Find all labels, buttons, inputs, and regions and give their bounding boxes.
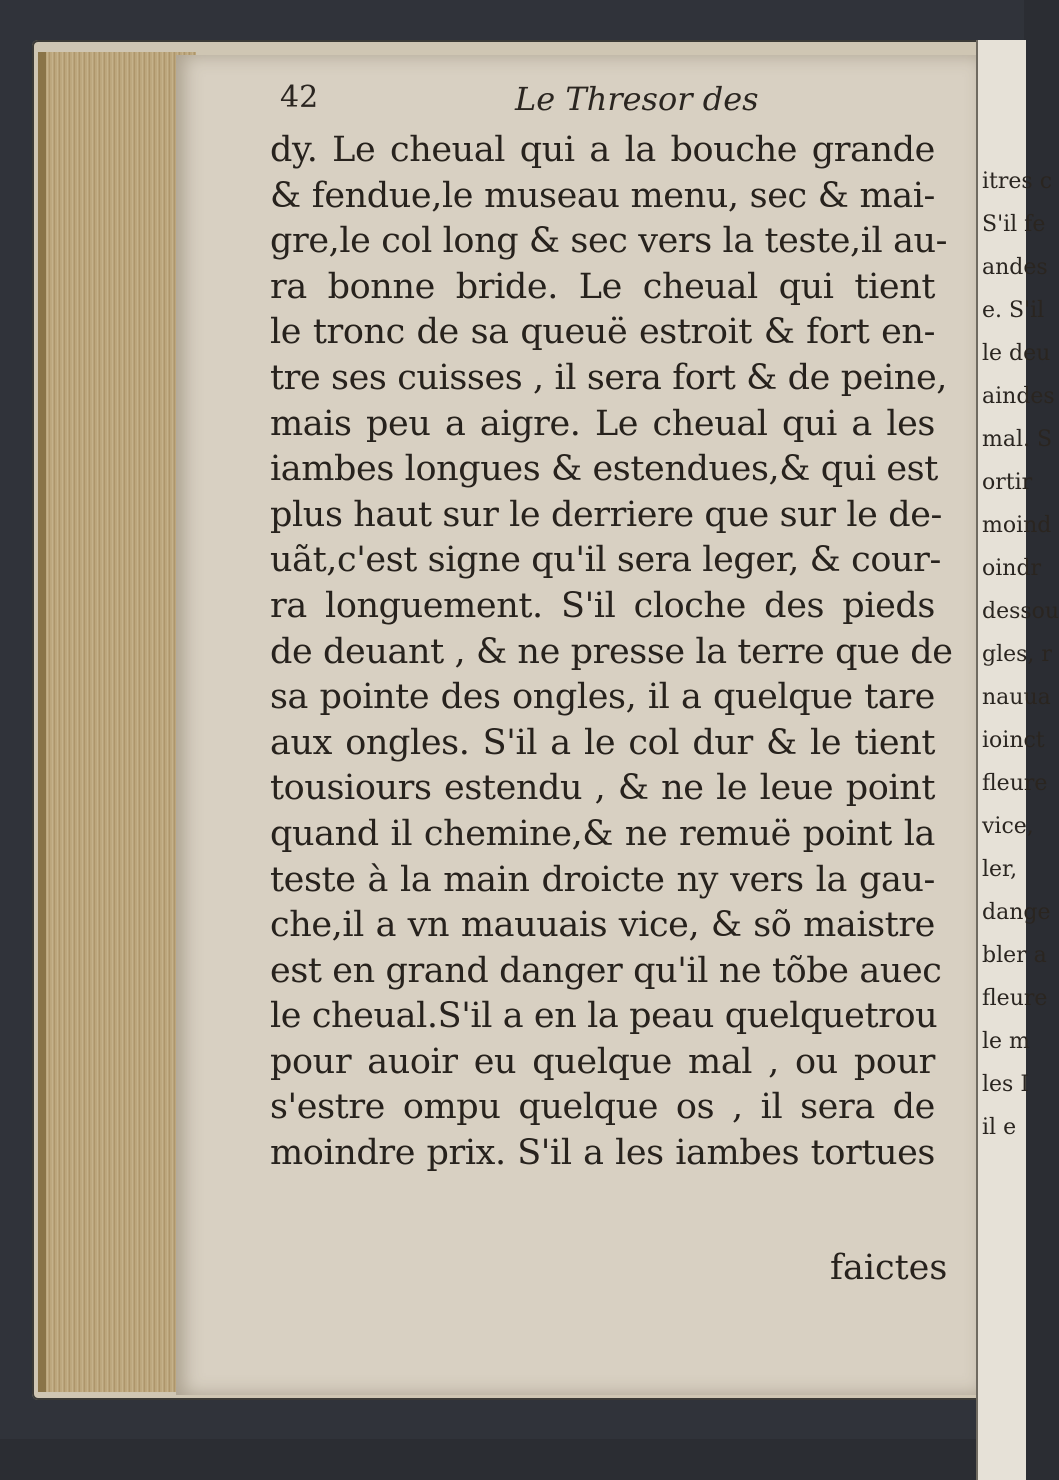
text-line: dy. Le cheual qui a la bouche grande xyxy=(270,130,935,170)
text-line: che,il a vn mauuais vice, & sõ maistre xyxy=(270,905,935,946)
adjacent-page-line: ler, xyxy=(982,857,1018,882)
adjacent-page-line: andes xyxy=(982,255,1048,280)
adjacent-page-line: moind xyxy=(982,513,1052,538)
running-head xyxy=(280,80,840,120)
body-text xyxy=(270,128,953,1177)
text-line: ra bonne bride. Le cheual qui tient xyxy=(270,266,935,307)
adjacent-page-line: gles, r xyxy=(982,642,1052,667)
text-line: moindre prix. S'il a les iambes tortues xyxy=(270,1133,935,1174)
adjacent-page-line: ortir xyxy=(982,470,1033,495)
text-line: s'estre ompu quelque os , il sera de xyxy=(270,1087,935,1128)
text-line: teste à la main droicte ny vers la gau- xyxy=(270,859,935,900)
adjacent-page-line: fleure xyxy=(982,986,1048,1011)
adjacent-page-line: dessou xyxy=(982,599,1059,624)
text-line: ra longuement. S'il cloche des pieds xyxy=(270,585,935,626)
catchword: faictes xyxy=(830,1248,948,1288)
adjacent-page-line: vice, xyxy=(982,814,1034,839)
text-line: le cheual.S'il a en la peau quelquetrou xyxy=(270,996,938,1037)
text-line: & fendue,le museau menu, sec & mai- xyxy=(270,175,935,216)
adjacent-page-line: le deu xyxy=(982,341,1051,366)
page-edges xyxy=(38,52,196,1392)
adjacent-page-line: oindr xyxy=(982,556,1042,581)
text-line: quand il chemine,& ne remuë point la xyxy=(270,813,935,854)
page-number: 42 xyxy=(280,80,319,115)
text-line: est en grand danger qu'il ne tõbe auec xyxy=(270,950,942,991)
running-title: Le Thresor des xyxy=(515,80,759,118)
text-line: iambes longues & estendues,& qui est xyxy=(270,449,938,490)
text-line: plus haut sur le derriere que sur le de- xyxy=(270,494,942,535)
adjacent-page-line: il e xyxy=(982,1115,1017,1140)
adjacent-page-line: fleure xyxy=(982,771,1048,796)
adjacent-page-line: mal. S xyxy=(982,427,1053,452)
text-line: tre ses cuisses , il sera fort & de peine, xyxy=(270,357,947,398)
adjacent-page-line: dange xyxy=(982,900,1051,925)
adjacent-page-line: S'il fe xyxy=(982,212,1046,237)
adjacent-page-line: ioinct xyxy=(982,728,1045,753)
adjacent-page-line: aindes xyxy=(982,384,1055,409)
adjacent-page-fragment xyxy=(976,40,1059,1480)
adjacent-page-line: bler a xyxy=(982,943,1047,968)
text-line: de deuant , & ne presse la terre que de xyxy=(270,631,953,672)
text-line: gre,le col long & sec vers la teste,il au- xyxy=(270,221,948,262)
adjacent-page-line: itres c xyxy=(982,169,1053,194)
text-line: tousiours estendu , & ne le leue point xyxy=(270,768,935,809)
text-line: aux ongles. S'il a le col dur & le tient xyxy=(270,722,935,763)
text-line: mais peu a aigre. Le cheual qui a les xyxy=(270,403,935,444)
adjacent-page-line: e. S'il xyxy=(982,298,1045,323)
text-line: pour auoir eu quelque mal , ou pour xyxy=(270,1041,935,1082)
adjacent-page-line: le m xyxy=(982,1029,1030,1054)
adjacent-page-line: les I xyxy=(982,1072,1030,1097)
text-line: le tronc de sa queuë estroit & fort en- xyxy=(270,312,935,353)
text-line: uãt,c'est signe qu'il sera leger, & cour- xyxy=(270,540,941,581)
adjacent-page-line: nauua xyxy=(982,685,1051,710)
text-line: sa pointe des ongles, il a quelque tare xyxy=(270,677,935,718)
